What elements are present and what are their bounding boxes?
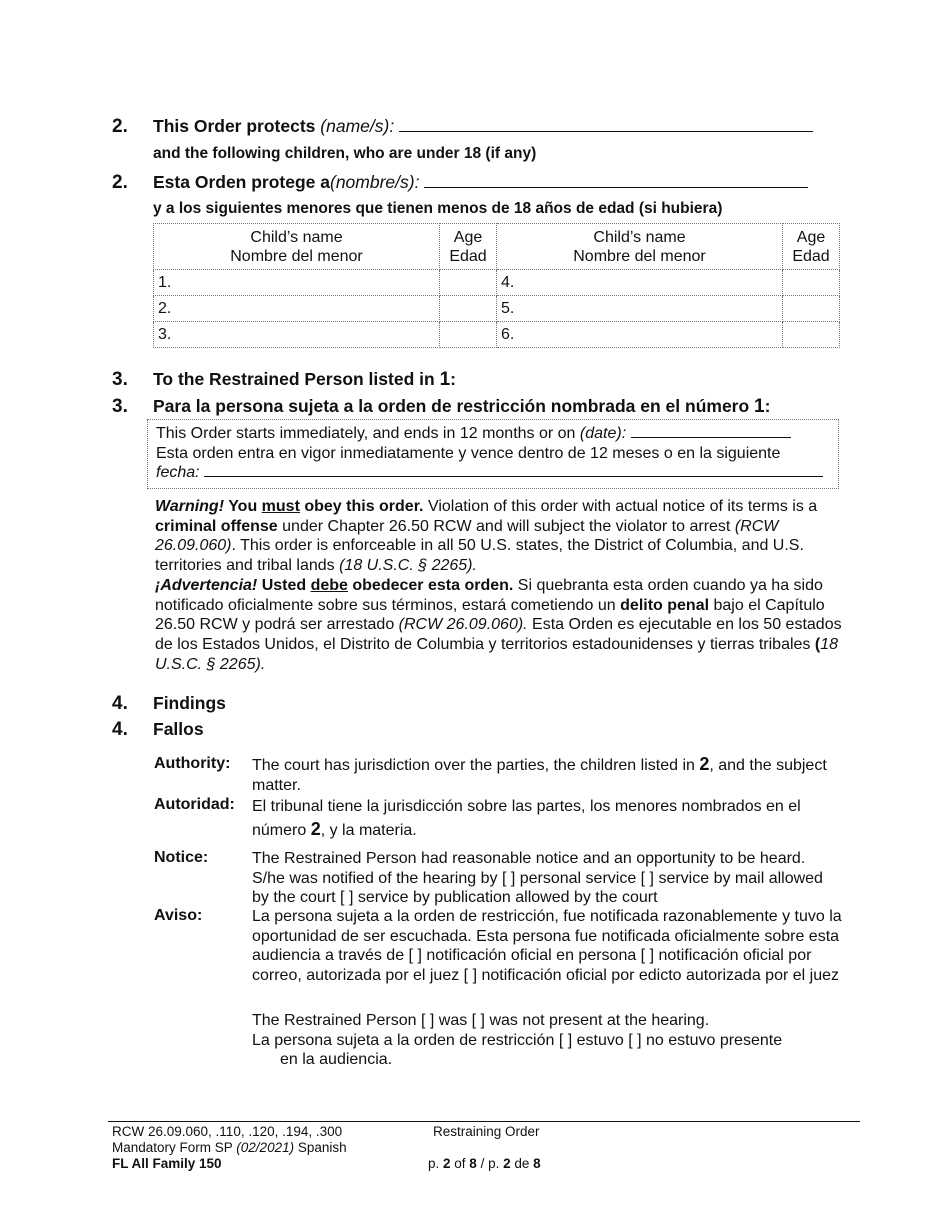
footer-left (112, 1124, 347, 1172)
end-date-field[interactable] (631, 437, 791, 438)
footer-form-id: FL All Family 150 (112, 1156, 222, 1171)
aviso-label: Aviso: (154, 907, 203, 924)
footer-mandatory: Mandatory Form SP (02/2021) Spanish (112, 1140, 347, 1155)
child-name-cell[interactable]: 5. (497, 296, 783, 322)
section-3-title-en: To the Restrained Person listed in 1: (153, 369, 456, 390)
children-table (153, 223, 840, 348)
autoridad-text: El tribunal tiene la jurisdicción sobre las partes, los menores nombrados en el número 2, y la materia. (252, 798, 801, 839)
footer-rule (108, 1121, 860, 1122)
table-header-row (154, 224, 840, 270)
child-name-cell[interactable]: 1. (154, 270, 440, 296)
footer-title: Restraining Order (433, 1124, 540, 1139)
warning-paragraph-es: ¡Advertencia! Usted debe obedecer esta orden. Si quebranta esta orden cuando ya ha sido notificado oficialmente sobre sus términos, estará cometiendo un delito penal bajo el Capítulo 26.50 RCW y podrá ser arrestado (RCW 26.09.060). Esta Orden es ejecutable en los 50 estados de los Estados Unidos, el Distrito de Columbia y territorios estadounidenses y tierras tribales (18 U.S.C. § 2265). (155, 577, 842, 673)
authority-text: The court has jurisdiction over the parties, the children listed in 2, and the subject matter. (252, 754, 827, 794)
child-age-cell[interactable] (440, 270, 497, 296)
child-name-cell[interactable]: 4. (497, 270, 783, 296)
fecha-line: fecha: (156, 464, 823, 482)
findings-title: Findings (153, 693, 226, 713)
section-number: 4. (112, 693, 128, 714)
table-header-cell: Age Edad (440, 224, 497, 270)
section-2-title-en: This Order protects (name/s): (153, 116, 843, 137)
present-line-es-1: La persona sujeta a la orden de restricción [ ] estuvo [ ] no estuvo presente (252, 1032, 783, 1049)
child-age-cell[interactable] (783, 322, 840, 348)
present-line-es-2: en la audiencia. (280, 1051, 393, 1068)
starts-line-en: This Order starts immediately, and ends in 12 months or on (date): (156, 425, 791, 443)
section-number: 2. (112, 172, 128, 193)
autoridad-label: Autoridad: (154, 796, 235, 813)
section-number: 2. (112, 116, 128, 137)
child-age-cell[interactable] (440, 296, 497, 322)
section-2-title-es: Esta Orden protege a(nombre/s): (153, 172, 843, 193)
protected-names-field[interactable] (399, 131, 813, 132)
child-age-cell[interactable] (440, 322, 497, 348)
notice-label: Notice: (154, 849, 209, 866)
section-number: 3. (112, 396, 128, 417)
starts-line-es: Esta orden entra en vigor inmediatamente y vence dentro de 12 meses o en la siguiente (156, 445, 781, 462)
protected-names-field-es[interactable] (424, 187, 808, 188)
section-number: 3. (112, 369, 128, 390)
child-age-cell[interactable] (783, 270, 840, 296)
table-row (154, 270, 840, 296)
table-header-cell: Age Edad (783, 224, 840, 270)
fecha-field[interactable] (204, 476, 823, 477)
section-3-title-es: Para la persona sujeta a la orden de restricción nombrada en el número 1: (153, 396, 771, 417)
table-header-cell: Child’s name Nombre del menor (497, 224, 783, 270)
table-row (154, 296, 840, 322)
children-line-en: and the following children, who are under 18 (if any) (153, 145, 537, 162)
authority-label: Authority: (154, 755, 231, 772)
footer-page: p. 2 of 8 / p. 2 de 8 (428, 1156, 541, 1171)
notice-text: The Restrained Person had reasonable notice and an opportunity to be heard. S/he was notified of the hearing by [ ] personal service [ ] service by mail allowed by the court [ ] service by publication allowed by the court (252, 850, 823, 907)
fallos-title: Fallos (153, 719, 204, 739)
warning-paragraph-en: Warning! You must obey this order. Violation of this order with actual notice of its terms is a criminal offense under Chapter 26.50 RCW and will subject the violator to arrest (RCW 26.09.060). This order is enforceable in all 50 U.S. states, the District of Columbia, and U.S. territories and tribal lands (18 U.S.C. § 2265). (155, 498, 818, 575)
footer-rcw: RCW 26.09.060, .110, .120, .194, .300 (112, 1124, 343, 1139)
children-line-es: y a los siguientes menores que tienen menos de 18 años de edad (si hubiera) (153, 200, 723, 217)
present-line-en: The Restrained Person [ ] was [ ] was not present at the hearing. (252, 1012, 710, 1029)
table-row (154, 322, 840, 348)
child-age-cell[interactable] (783, 296, 840, 322)
child-name-cell[interactable]: 6. (497, 322, 783, 348)
aviso-text: La persona sujeta a la orden de restricción, fue notificada razonablemente y tuvo la oportunidad de ser escuchada. Esta persona fue notificada oficialmente sobre esta audiencia a través de [ ] notificación oficial en persona [ ] notificación oficial por correo, autorizada por el juez [ ] notificación oficial por edicto autorizada por el juez (252, 908, 842, 985)
child-name-cell[interactable]: 2. (154, 296, 440, 322)
section-number: 4. (112, 719, 128, 740)
child-name-cell[interactable]: 3. (154, 322, 440, 348)
table-header-cell: Child’s name Nombre del menor (154, 224, 440, 270)
